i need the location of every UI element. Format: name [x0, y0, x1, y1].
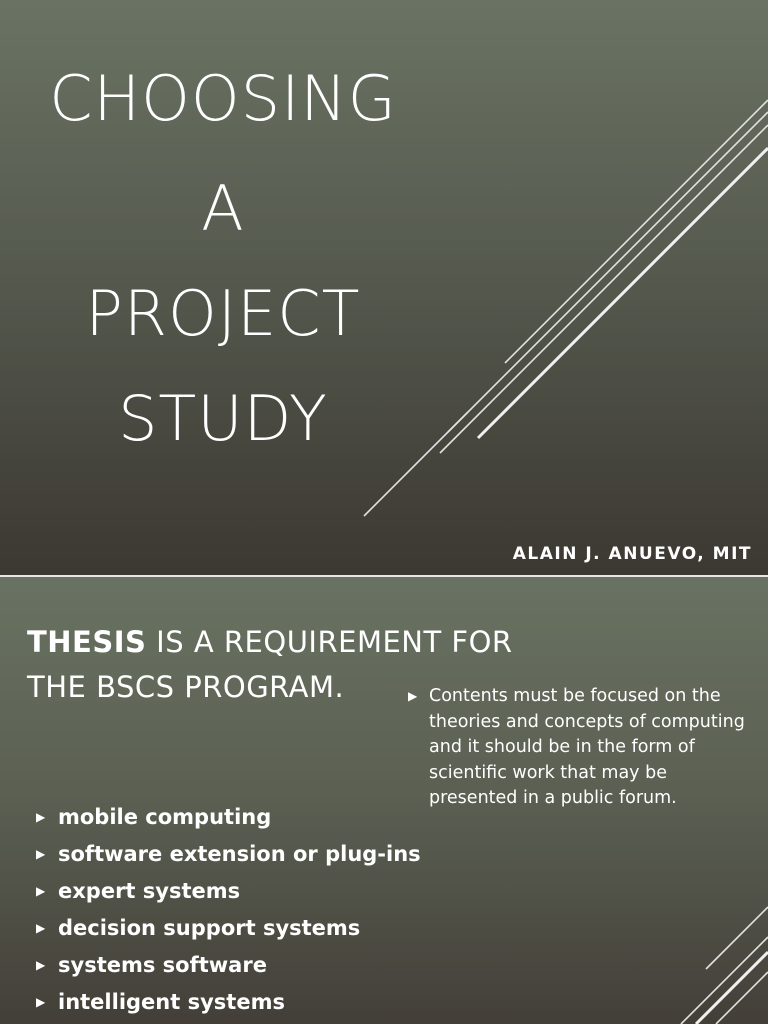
list-item — [36, 910, 421, 947]
triangle-right-icon: ▶ — [36, 884, 46, 898]
list-item — [36, 836, 421, 873]
heading-line-1-rest: IS A REQUIREMENT FOR — [146, 625, 513, 659]
author-name: ALAIN J. ANUEVO, MIT — [512, 544, 752, 564]
list-item-label: systems software — [58, 953, 267, 977]
callout-text — [408, 684, 760, 812]
title-line-4: STUDY — [118, 382, 328, 455]
list-item-label: software extension or plug-ins — [58, 842, 421, 866]
list-item — [36, 873, 421, 910]
triangle-right-icon: ▶ — [36, 921, 46, 935]
list-item — [36, 984, 421, 1021]
heading-bold-word: THESIS — [27, 625, 147, 659]
heading-line-2: THE BSCS PROGRAM. — [27, 670, 345, 704]
heading-line-1 — [27, 620, 513, 665]
list-item — [36, 799, 421, 836]
triangle-right-icon: ▶ — [36, 958, 46, 972]
title-line-1: CHOOSING — [49, 62, 397, 135]
callout-body: Contents must be focused on the theories and concepts of computing and it should be in the form of scientific work that may be presented in a public forum. — [429, 686, 745, 809]
triangle-right-icon: ▶ — [408, 689, 418, 703]
title-line-2: A — [201, 172, 245, 245]
list-item-label: decision support systems — [58, 916, 361, 940]
list-item-label: mobile computing — [58, 805, 272, 829]
title-line-3: PROJECT — [85, 277, 361, 350]
triangle-right-icon: ▶ — [36, 995, 46, 1009]
topic-list — [36, 799, 421, 1021]
triangle-right-icon: ▶ — [36, 810, 46, 824]
list-item-label: expert systems — [58, 879, 241, 903]
triangle-right-icon: ▶ — [36, 847, 46, 861]
list-item-label: intelligent systems — [58, 990, 285, 1014]
list-item — [36, 947, 421, 984]
